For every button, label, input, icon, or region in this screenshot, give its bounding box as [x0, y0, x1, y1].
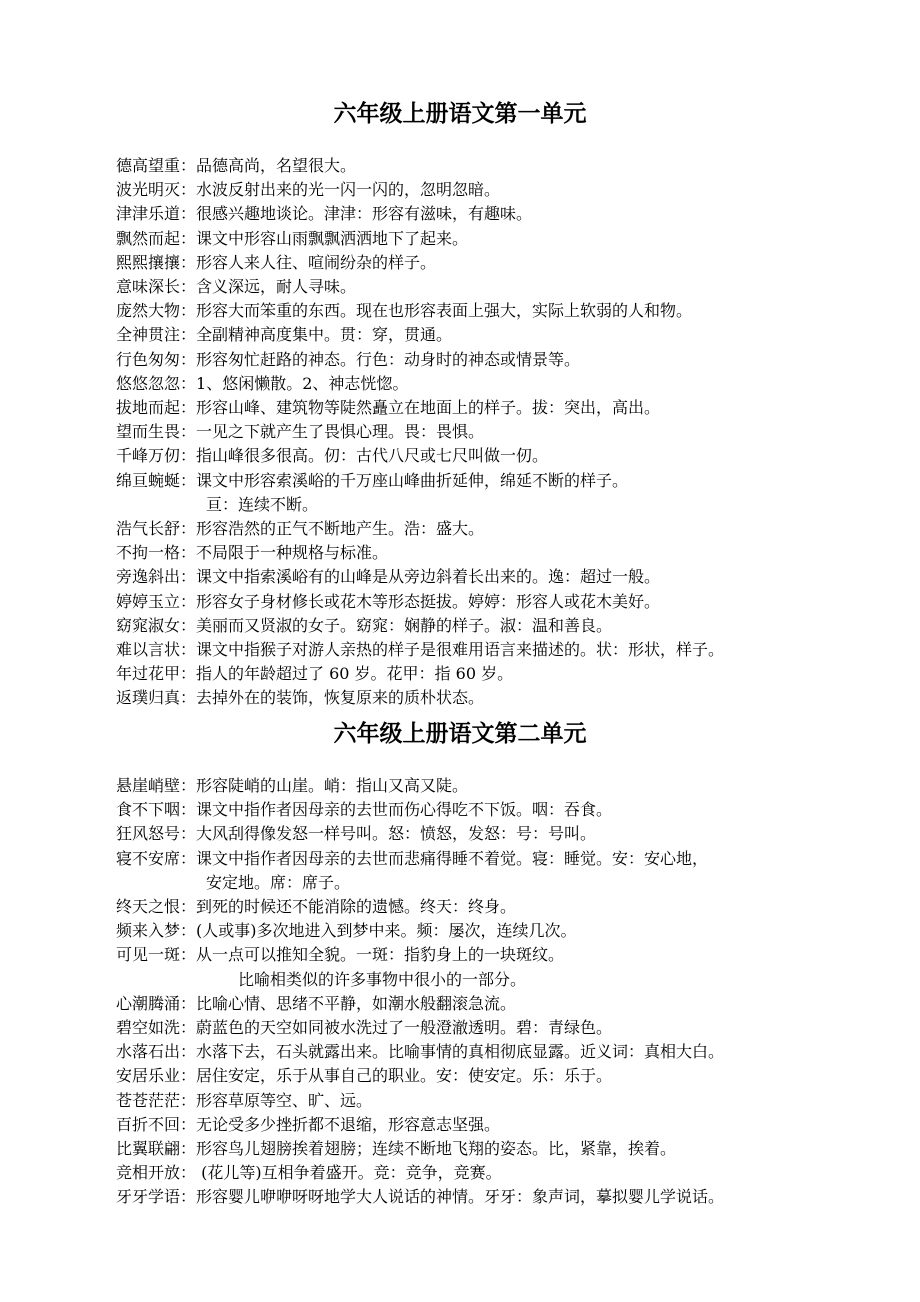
- vocab-entry: [116, 420, 816, 444]
- vocab-entry: [116, 275, 816, 299]
- vocab-term: 庞然大物：: [116, 301, 197, 321]
- vocab-definition: (人或事)多次地进入到梦中来。频：屡次，连续几次。: [196, 921, 577, 941]
- vocab-entry: [116, 1161, 816, 1185]
- vocab-definition: 指山峰很多很高。仞：古代八尺或七尺叫做一仞。: [196, 446, 549, 466]
- vocab-entry: [116, 1064, 816, 1088]
- vocab-definition: 形容鸟儿翅膀挨着翅膀；连续不断地飞翔的姿态。比，紧靠，挨着。: [196, 1139, 677, 1159]
- vocab-term: 可见一斑：: [116, 945, 197, 965]
- vocab-entry: [116, 323, 816, 347]
- vocab-definition: 课文中指猴子对游人亲热的样子是很难用语言来描述的。状：形状，样子。: [196, 640, 725, 660]
- vocab-definition: 居住安定，乐于从事自己的职业。安：使安定。乐：乐于。: [196, 1066, 613, 1086]
- vocab-term: 窈窕淑女：: [116, 615, 197, 635]
- vocab-term: 飘然而起：: [116, 228, 197, 248]
- vocab-term: 心潮腾涌：: [116, 993, 197, 1013]
- vocab-term: 全神贯注：: [116, 325, 197, 345]
- vocab-definition: 形容婴儿咿咿呀呀地学大人说话的神情。牙牙：象声词，摹拟婴儿学说话。: [196, 1187, 725, 1207]
- vocab-entry: [116, 251, 816, 275]
- vocab-entry: [116, 469, 816, 493]
- vocab-entry: [116, 565, 816, 589]
- vocab-term: 碧空如洗：: [116, 1018, 197, 1038]
- vocab-entry: [116, 517, 816, 541]
- vocab-definition: 蔚蓝色的天空如同被水洗过了一般澄澈透明。碧：青绿色。: [196, 1018, 613, 1038]
- vocab-entry: [116, 847, 816, 871]
- vocab-term: 年过花甲：: [116, 664, 197, 684]
- vocab-definition: 形容山峰、建筑物等陡然矗立在地面上的样子。拔：突出，高出。: [196, 398, 661, 418]
- vocab-definition: 形容匆忙赶路的神态。行色：动身时的神态或情景等。: [196, 349, 581, 369]
- vocab-definition: 无论受多少挫折都不退缩，形容意志坚强。: [196, 1114, 501, 1134]
- vocab-definition: 比喻心情、思绪不平静，如潮水般翻滚急流。: [196, 993, 517, 1013]
- vocab-term: 寝不安席：: [116, 848, 197, 868]
- vocab-definition: 含义深远，耐人寻味。: [196, 277, 357, 297]
- vocab-term: 婷婷玉立：: [116, 591, 197, 611]
- vocab-definition: (花儿等)互相争着盛开。竞：竞争，竞赛。: [196, 1163, 502, 1183]
- vocab-entry: [116, 943, 816, 967]
- vocab-entry: [116, 638, 816, 662]
- vocab-term: 浩气长舒：: [116, 519, 197, 539]
- vocab-entry: [116, 1040, 816, 1064]
- vocab-definition: 形容女子身材修长或花木等形态挺拔。婷婷：形容人或花木美好。: [196, 591, 661, 611]
- vocab-entry: [116, 202, 816, 226]
- vocab-term: 返璞归真：: [116, 688, 197, 708]
- vocab-definition: 课文中形容山雨飘飘洒洒地下了起来。: [196, 228, 469, 248]
- vocab-definition: 全副精神高度集中。贯：穿，贯通。: [196, 325, 453, 345]
- vocab-entry: [116, 895, 816, 919]
- vocab-term: 波光明灭：: [116, 180, 197, 200]
- vocab-term: 百折不回：: [116, 1114, 197, 1134]
- vocab-definition: 品德高尚，名望很大。: [196, 156, 357, 175]
- vocab-entry: [116, 1089, 816, 1113]
- vocab-entry: [116, 227, 816, 251]
- vocab-definition: 水波反射出来的光一闪一闪的，忽明忽暗。: [196, 180, 501, 200]
- vocab-entry: [116, 1113, 816, 1137]
- vocab-term: 比翼联翩：: [116, 1139, 197, 1159]
- vocab-entry: [116, 1185, 816, 1209]
- vocab-definition: 课文中形容索溪峪的千万座山峰曲折延伸，绵延不断的样子。: [196, 470, 629, 490]
- vocab-definition-continuation: 比喻相类似的许多事物中很小的一部分。: [238, 969, 527, 989]
- vocab-definition: 水落下去，石头就露出来。比喻事情的真相彻底显露。近义词：真相大白。: [196, 1042, 725, 1062]
- vocab-definition: 去掉外在的装饰，恢复原来的质朴状态。: [196, 688, 485, 708]
- vocab-term: 食不下咽：: [116, 800, 197, 820]
- vocab-term: 水落石出：: [116, 1042, 197, 1062]
- vocab-definition-continuation: 亘：连续不断。: [206, 494, 319, 514]
- vocab-definition: 形容大而笨重的东西。现在也形容表面上强大，实际上软弱的人和物。: [196, 301, 693, 321]
- vocab-definition: 形容人来人往、喧闹纷杂的样子。: [196, 252, 437, 272]
- vocab-entry: [116, 444, 816, 468]
- vocab-definition: 形容陡峭的山崖。峭：指山又高又陡。: [196, 776, 469, 795]
- vocab-term: 难以言状：: [116, 640, 197, 660]
- vocab-term: 牙牙学语：: [116, 1187, 197, 1207]
- vocab-definition-continuation: 安定地。席：席子。: [206, 872, 351, 892]
- vocab-entry: [116, 992, 816, 1016]
- vocab-definition: 一见之下就产生了畏惧心理。畏：畏惧。: [196, 422, 485, 442]
- vocab-term: 悠悠忽忽：: [116, 373, 197, 393]
- vocab-entry: [116, 1137, 816, 1161]
- vocab-entry: [116, 396, 816, 420]
- vocab-definition: 课文中指作者因母亲的去世而悲痛得睡不着觉。寝：睡觉。安：安心地，: [196, 848, 709, 868]
- unit-one-title: 六年级上册语文第一单元: [333, 100, 587, 127]
- vocab-definition: 形容草原等空、旷、远。: [196, 1090, 373, 1110]
- vocab-term: 意味深长：: [116, 277, 197, 297]
- vocab-entry: [116, 372, 816, 396]
- vocab-entry: [116, 178, 816, 202]
- unit-one-vocabulary-list: [116, 154, 816, 711]
- vocab-term: 频来入梦：: [116, 921, 197, 941]
- vocab-term: 千峰万仞：: [116, 446, 197, 466]
- vocab-entry: [116, 590, 816, 614]
- unit-two-title: 六年级上册语文第二单元: [333, 720, 587, 747]
- unit-one-section: [116, 94, 816, 711]
- vocab-definition: 1、悠闲懒散。2、神志恍惚。: [196, 373, 409, 393]
- vocab-definition: 课文中指作者因母亲的去世而伤心得吃不下饭。咽：吞食。: [196, 800, 613, 820]
- vocab-definition: 从一点可以推知全貌。一斑：指豹身上的一块斑纹。: [196, 945, 565, 965]
- vocab-entry: [116, 686, 816, 710]
- vocab-term: 熙熙攘攘：: [116, 252, 197, 272]
- vocab-term: 望而生畏：: [116, 422, 197, 442]
- vocab-term: 行色匆匆：: [116, 349, 197, 369]
- vocab-entry: [116, 1016, 816, 1040]
- vocab-term: 终天之恨：: [116, 897, 197, 917]
- vocab-definition: 到死的时候还不能消除的遗憾。终天：终身。: [196, 897, 517, 917]
- vocab-term: 拔地而起：: [116, 398, 197, 418]
- vocab-term: 安居乐业：: [116, 1066, 197, 1086]
- vocab-term: 竞相开放：: [116, 1163, 197, 1183]
- vocab-definition: 课文中指索溪峪有的山峰是从旁边斜着长出来的。逸：超过一般。: [196, 567, 661, 587]
- vocab-term: 津津乐道：: [116, 204, 197, 224]
- vocab-term: 苍苍茫茫：: [116, 1090, 197, 1110]
- vocab-term: 不拘一格：: [116, 543, 197, 563]
- vocab-term: 狂风怒号：: [116, 824, 197, 844]
- vocab-entry: [116, 614, 816, 638]
- vocab-term: 绵亘蜿蜒：: [116, 470, 197, 490]
- vocab-definition: 不局限于一种规格与标准。: [196, 543, 389, 563]
- vocab-definition: 大风刮得像发怒一样号叫。怒：愤怒，发怒：号：号叫。: [196, 824, 597, 844]
- vocab-entry: [116, 798, 816, 822]
- vocab-entry: [116, 541, 816, 565]
- vocab-entry: [116, 822, 816, 846]
- vocab-definition: 很感兴趣地谈论。津津：形容有滋味，有趣味。: [196, 204, 533, 224]
- vocab-term: 旁逸斜出：: [116, 567, 197, 587]
- vocab-definition: 美丽而又贤淑的女子。窈窕：娴静的样子。淑：温和善良。: [196, 615, 613, 635]
- unit-two-section: [116, 714, 816, 1210]
- vocab-term: 德高望重：: [116, 156, 197, 175]
- vocab-entry: [116, 774, 816, 798]
- vocab-term: 悬崖峭壁：: [116, 776, 197, 795]
- vocab-entry: [116, 299, 816, 323]
- vocab-entry: [116, 662, 816, 686]
- vocab-definition: 形容浩然的正气不断地产生。浩：盛大。: [196, 519, 485, 539]
- vocab-definition: 指人的年龄超过了 60 岁。花甲：指 60 岁。: [196, 664, 514, 684]
- vocab-entry: [116, 154, 816, 178]
- unit-two-vocabulary-list: [116, 774, 816, 1210]
- vocab-entry: [116, 348, 816, 372]
- vocab-entry: [116, 919, 816, 943]
